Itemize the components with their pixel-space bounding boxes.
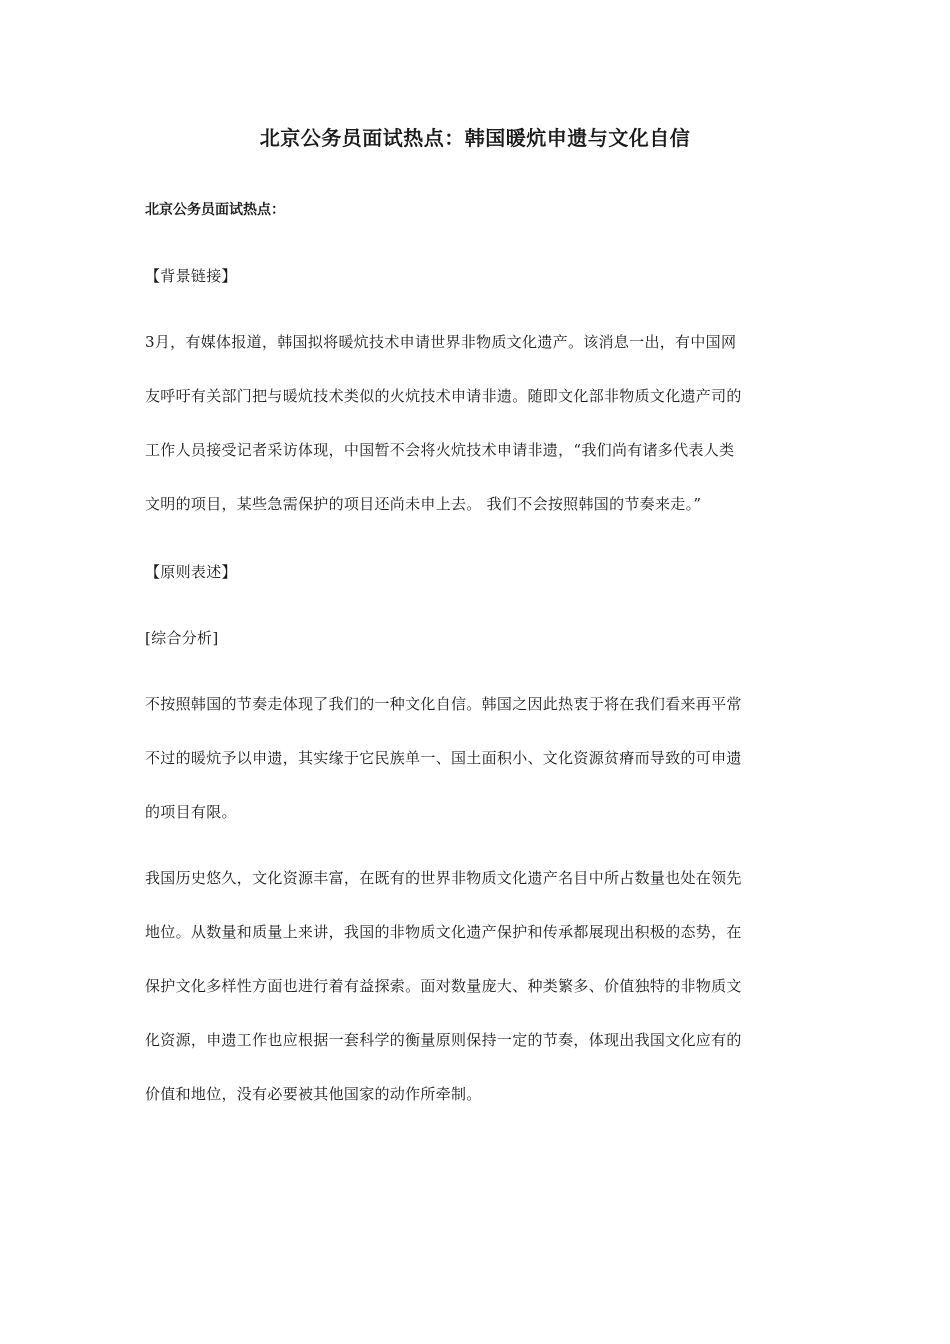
document-subtitle: 北京公务员面试热点： — [145, 202, 285, 218]
background-line: 3月，有媒体报道，韩国拟将暖炕技术申请世界非物质文化遗产。该消息一出，有中国网 — [145, 333, 737, 351]
background-line: 文明的项目，某些急需保护的项目还尚未申上去。 我们不会按照韩国的节奏来走。” — [145, 495, 702, 513]
background-line: 友呼吁有关部门把与暖炕技术类似的火炕技术申请非遗。随即文化部非物质文化遗产司的 — [145, 387, 742, 405]
analysis-paragraph-2-line: 我国历史悠久，文化资源丰富，在既有的世界非物质文化遗产名目中所占数量也处在领先 — [145, 869, 742, 887]
section-heading-principle: 【原则表述】 — [145, 563, 237, 581]
analysis-paragraph-2-line: 地位。从数量和质量上来讲，我国的非物质文化遗产保护和传承都展现出积极的态势，在 — [145, 923, 742, 941]
analysis-paragraph-2-line: 保护文化多样性方面也进行着有益探索。面对数量庞大、种类繁多、价值独特的非物质文 — [145, 977, 742, 995]
section-heading-analysis: [综合分析] — [145, 629, 219, 647]
analysis-paragraph-1-line: 的项目有限。 — [145, 803, 237, 821]
document-title: 北京公务员面试热点：韩国暖炕申遗与文化自信 — [259, 126, 691, 150]
analysis-paragraph-1-line: 不按照韩国的节奏走体现了我们的一种文化自信。韩国之因此热衷于将在我们看来再平常 — [145, 695, 742, 713]
section-heading-background: 【背景链接】 — [145, 267, 237, 285]
analysis-paragraph-2-line: 化资源，申遗工作也应根据一套科学的衡量原则保持一定的节奏，体现出我国文化应有的 — [145, 1031, 742, 1049]
background-line: 工作人员接受记者采访体现，中国暂不会将火炕技术申请非遗，“我们尚有诸多代表人类 — [145, 441, 735, 459]
analysis-paragraph-1-line: 不过的暖炕予以申遗，其实缘于它民族单一、国土面积小、文化资源贫瘠而导致的可申遗 — [145, 749, 742, 767]
analysis-paragraph-2-line: 价值和地位，没有必要被其他国家的动作所牵制。 — [145, 1085, 482, 1103]
